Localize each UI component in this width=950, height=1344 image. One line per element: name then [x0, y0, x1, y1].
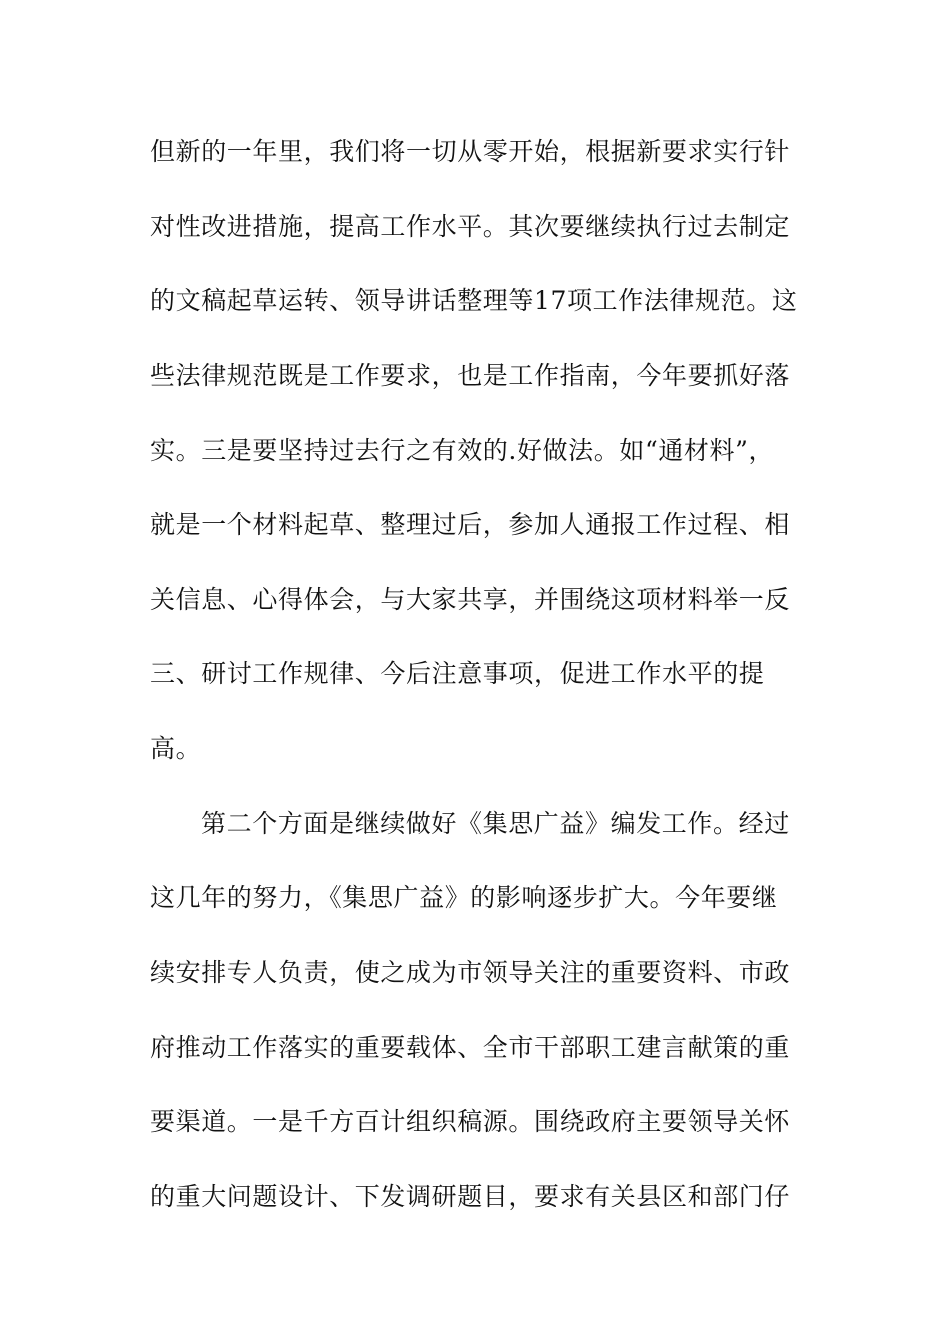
text-line: 关信息、心得体会，与大家共享，并围绕这项材料举一反 [150, 585, 791, 614]
text-line: 续安排专人负责，使之成为市领导关注的重要资料、市政 [150, 958, 791, 987]
text-line: 对性改进措施，提高工作水平。其次要继续执行过去制定 [150, 212, 791, 241]
text-line: 的重大问题设计、下发调研题目，要求有关县区和部门仔 [150, 1182, 791, 1211]
text-line: 要渠道。一是千方百计组织稿源。围绕政府主要领导关怀 [150, 1107, 791, 1136]
text-line: 这几年的努力，《集思广益》的影响逐步扩大。今年要继 [150, 883, 778, 912]
text-line: 三、研讨工作规律、今后注意事项，促进工作水平的提 [150, 659, 765, 688]
text-line: 但新的一年里，我们将一切从零开始，根据新要求实行针 [150, 137, 791, 166]
text-line: 实。三是要坚持过去行之有效的.好做法。如“通材料”， [150, 436, 775, 465]
text-line: 高。 [150, 734, 202, 763]
text-line: 的文稿起草运转、领导讲话整理等17项工作法律规范。这 [150, 286, 798, 315]
text-line: 府推动工作落实的重要载体、全市干部职工建言献策的重 [150, 1033, 791, 1062]
text-line: 就是一个材料起草、整理过后，参加人通报工作过程、相 [150, 510, 791, 539]
paragraph-first-line: 第二个方面是继续做好《集思广益》编发工作。经过 [201, 809, 790, 838]
text-line: 些法律规范既是工作要求，也是工作指南，今年要抓好落 [150, 361, 791, 390]
